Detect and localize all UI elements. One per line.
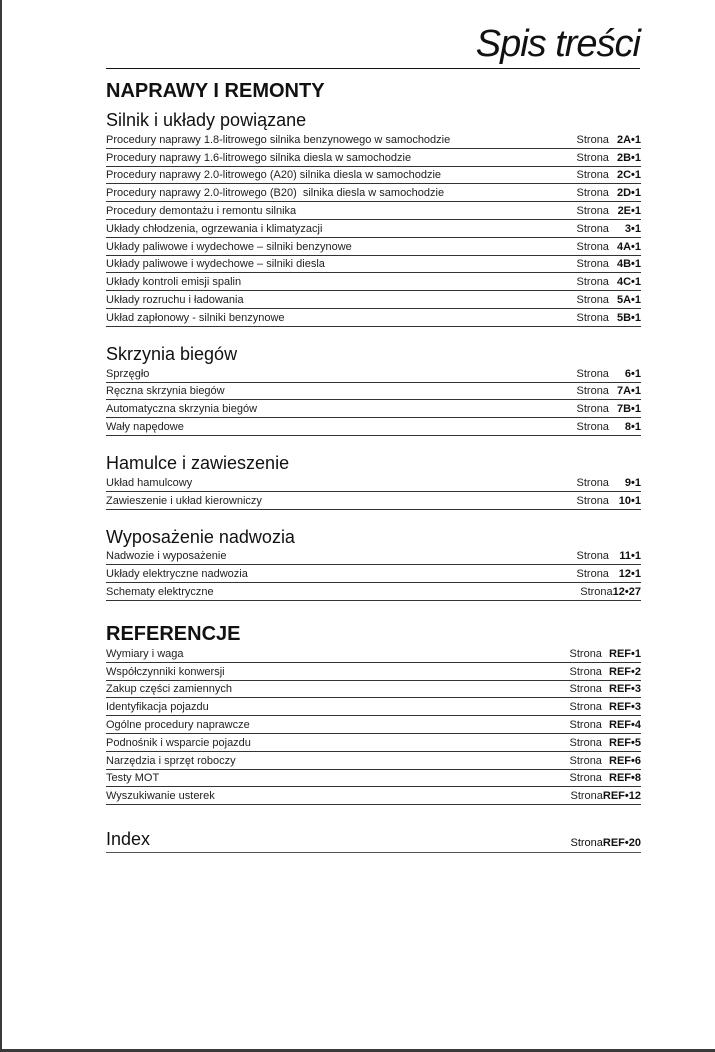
entry-label: Zawieszenie i układ kierowniczy (106, 494, 262, 507)
toc-entry[interactable] (106, 734, 641, 752)
entry-label: Układy elektryczne nadwozia (106, 568, 248, 581)
entry-page: Strona REF•5 (569, 736, 641, 749)
toc-entry[interactable] (106, 202, 641, 220)
entry-page: Strona 8•1 (576, 420, 641, 433)
entry-page: Strona REF•3 (569, 701, 641, 714)
toc-entry[interactable] (106, 383, 641, 401)
toc-entry[interactable] (106, 256, 641, 274)
entry-page: StronaREF•12 (570, 790, 641, 803)
title-rule (106, 68, 640, 69)
entry-label: Schematy elektryczne (106, 585, 214, 598)
entry-label: Nadwozie i wyposażenie (106, 550, 227, 563)
entry-page: Strona 12•1 (576, 568, 641, 581)
entry-page: Strona 6•1 (576, 367, 641, 380)
entry-label: Układy kontroli emisji spalin (106, 276, 242, 289)
toc-entry[interactable] (106, 716, 641, 734)
entry-label: Testy MOT (106, 772, 160, 785)
entry-label: Układ zapłonowy - silniki benzynowe (106, 311, 285, 324)
index-page: StronaREF•20 (570, 837, 641, 850)
part-heading-referencje: REFERENCJE (106, 622, 241, 645)
entry-page: Strona 2C•1 (576, 169, 641, 182)
entry-label: Układy chłodzenia, ogrzewania i klimatyzacji (106, 222, 323, 235)
entry-page: Strona REF•8 (569, 772, 641, 785)
section-heading-silnik: Silnik i układy powiązane (106, 110, 307, 130)
entry-label: Procedury naprawy 2.0-litrowego (B20) silnika diesla w samochodzie (106, 187, 445, 200)
table-of-contents (106, 78, 641, 853)
entry-label: Układy paliwowe i wydechowe – silniki benzynowe (106, 240, 352, 253)
entry-page: Strona 3•1 (576, 222, 641, 235)
toc-entry[interactable] (106, 583, 641, 601)
entries-skrzynia (106, 365, 641, 436)
entry-page: Strona 2A•1 (576, 133, 641, 146)
entries-hamulce (106, 474, 641, 510)
toc-entry[interactable] (106, 492, 641, 510)
entry-page: Strona 10•1 (576, 494, 641, 507)
entries-referencje (106, 645, 641, 805)
page-left-edge (0, 0, 2, 1052)
entry-page: Strona REF•1 (569, 647, 641, 660)
toc-entry[interactable] (106, 565, 641, 583)
entry-page: Strona 4A•1 (576, 240, 641, 253)
entry-page: Strona 7B•1 (576, 403, 641, 416)
entry-label: Identyfikacja pojazdu (106, 701, 209, 714)
toc-entry[interactable] (106, 698, 641, 716)
entry-page: Strona 2D•1 (576, 187, 641, 200)
entry-label: Procedury naprawy 2.0-litrowego (A20) silnika diesla w samochodzie (106, 169, 442, 182)
entry-label: Automatyczna skrzynia biegów (106, 403, 258, 416)
toc-entry[interactable] (106, 787, 641, 805)
toc-entry[interactable] (106, 548, 641, 566)
entry-page: Strona 2B•1 (576, 151, 641, 164)
toc-entry[interactable] (106, 184, 641, 202)
section-heading-skrzynia: Skrzynia biegów (106, 343, 238, 364)
entry-label: Współczynniki konwersji (106, 665, 225, 678)
entry-page: Strona 5B•1 (576, 311, 641, 324)
entries-wyposazenie (106, 548, 641, 601)
toc-entry-index[interactable] (106, 829, 641, 853)
toc-entry[interactable] (106, 220, 641, 238)
entry-label: Wały napędowe (106, 420, 184, 433)
entry-label: Procedury demontażu i remontu silnika (106, 204, 297, 217)
entry-label: Procedury naprawy 1.8-litrowego silnika benzynowego w samochodzie (106, 133, 451, 146)
toc-entry[interactable] (106, 474, 641, 492)
entry-label: Sprzęgło (106, 367, 150, 380)
index-label: Index (106, 829, 151, 850)
entry-label: Wyszukiwanie usterek (106, 790, 215, 803)
entry-page: Strona 5A•1 (576, 293, 641, 306)
entry-page: Strona REF•6 (569, 754, 641, 767)
entry-page: Strona 9•1 (576, 476, 641, 489)
toc-entry[interactable] (106, 167, 641, 185)
section-heading-wyposazenie: Wyposażenie nadwozia (106, 526, 295, 547)
toc-entry[interactable] (106, 663, 641, 681)
toc-entry[interactable] (106, 131, 641, 149)
entry-page: Strona REF•2 (569, 665, 641, 678)
toc-entry[interactable] (106, 365, 641, 383)
entry-label: Narzędzia i sprzęt roboczy (106, 754, 236, 767)
entry-page: Strona 2E•1 (576, 204, 641, 217)
entry-label: Zakup części zamiennych (106, 683, 232, 696)
toc-entry[interactable] (106, 752, 641, 770)
entry-page: Strona REF•3 (569, 683, 641, 696)
entry-label: Ręczna skrzynia biegów (106, 385, 225, 398)
toc-entry[interactable] (106, 291, 641, 309)
toc-entry[interactable] (106, 238, 641, 256)
entry-page: Strona 4B•1 (576, 258, 641, 271)
toc-entry[interactable] (106, 645, 641, 663)
toc-entry[interactable] (106, 309, 641, 327)
toc-entry[interactable] (106, 681, 641, 699)
part-heading-naprawy: NAPRAWY I REMONTY (106, 80, 325, 102)
entry-label: Procedury naprawy 1.6-litrowego silnika diesla w samochodzie (106, 151, 412, 164)
toc-entry[interactable] (106, 149, 641, 167)
entry-page: Strona REF•4 (569, 718, 641, 731)
toc-entry[interactable] (106, 770, 641, 788)
entry-page: Strona 4C•1 (576, 276, 641, 289)
entry-label: Podnośnik i wsparcie pojazdu (106, 736, 251, 749)
toc-entry[interactable] (106, 273, 641, 291)
entry-page: Strona 7A•1 (576, 385, 641, 398)
section-heading-hamulce: Hamulce i zawieszenie (106, 452, 290, 473)
entry-label: Układy paliwowe i wydechowe – silniki diesla (106, 258, 325, 271)
entry-page: Strona 11•1 (576, 550, 641, 563)
entries-silnik (106, 131, 641, 327)
entry-page: Strona12•27 (580, 585, 641, 598)
entry-label: Układy rozruchu i ładowania (106, 293, 244, 306)
entry-label: Wymiary i waga (106, 647, 184, 660)
toc-entry[interactable] (106, 400, 641, 418)
page-title: Spis treści (475, 23, 640, 65)
entry-label: Ogólne procedury naprawcze (106, 718, 250, 731)
toc-entry[interactable] (106, 418, 641, 436)
entry-label: Układ hamulcowy (106, 476, 193, 489)
